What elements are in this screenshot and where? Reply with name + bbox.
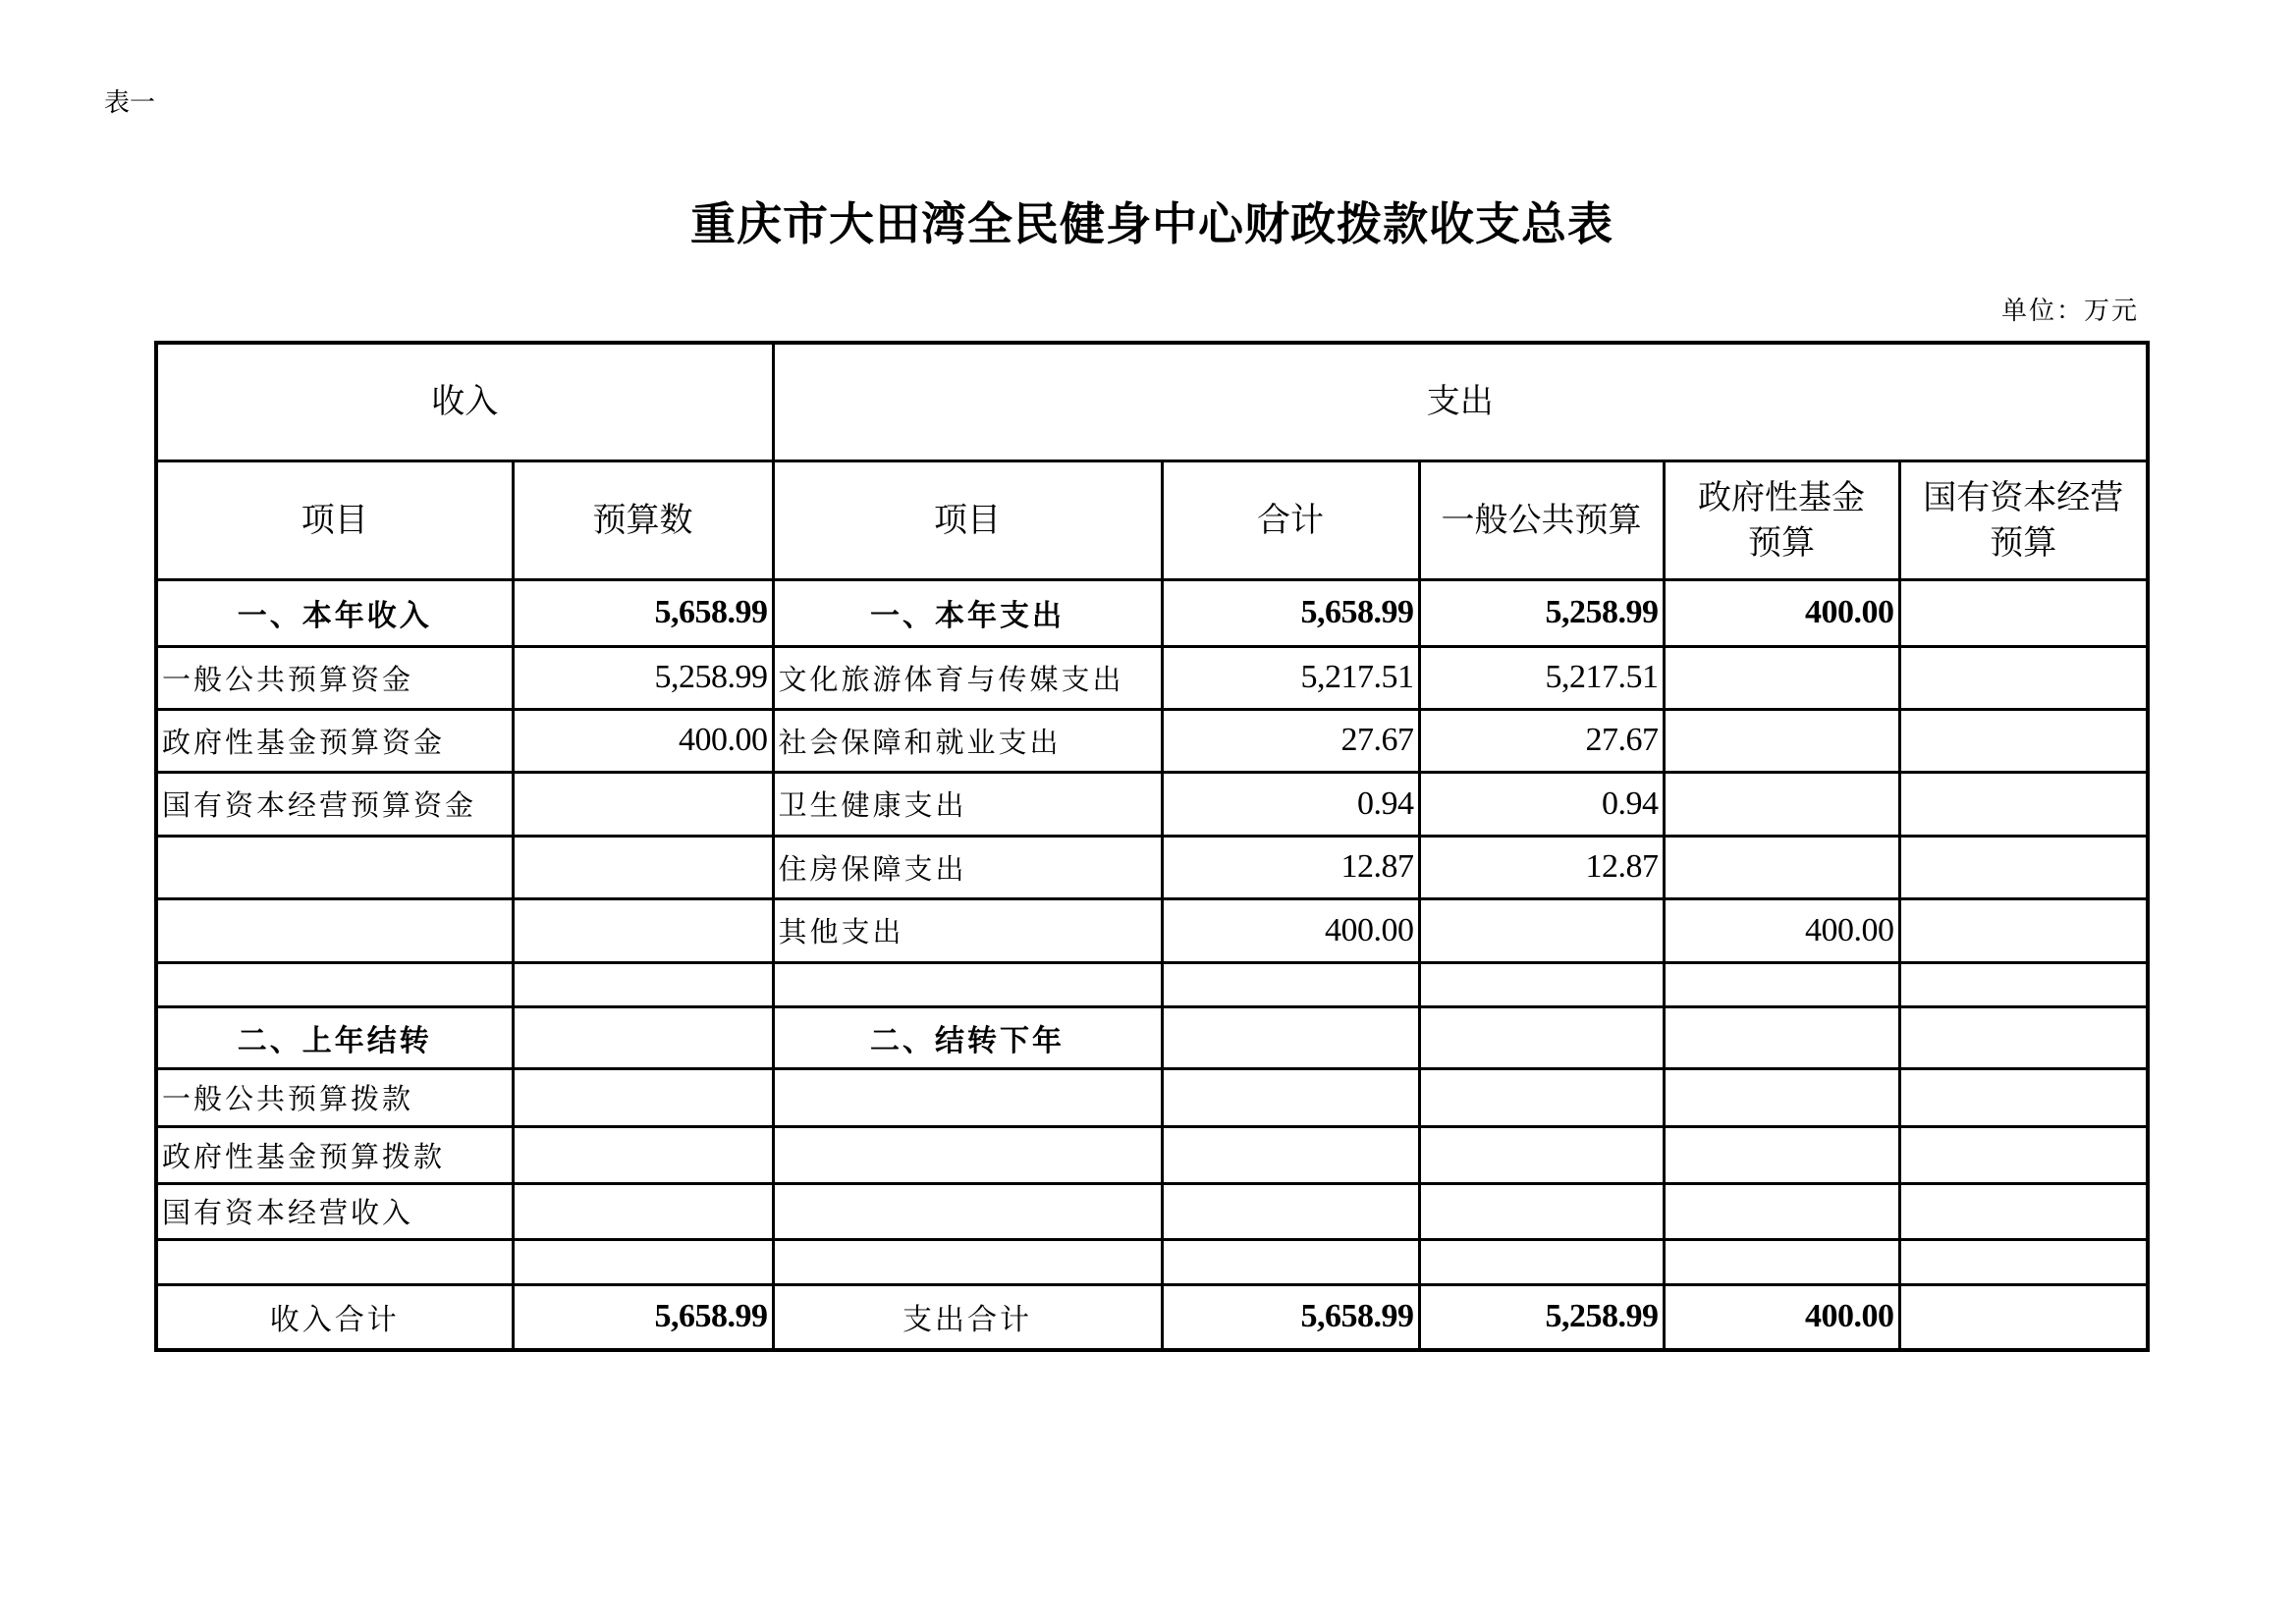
state-capital-header-line2: 预算: [1990, 522, 2057, 563]
gov-fund-header-line2: 预算: [1748, 522, 1815, 563]
income-budget-cell: 400.00: [513, 709, 773, 772]
state-capital-cell: [1899, 1126, 2148, 1183]
state-capital-cell: [1899, 898, 2148, 962]
expense-item-cell: 一、本年支出: [773, 579, 1162, 646]
expense-item-cell: 文化旅游体育与传媒支出: [773, 646, 1162, 709]
page-title: 重庆市大田湾全民健身中心财政拨款收支总表: [690, 199, 1613, 249]
expense-item-cell: 其他支出: [773, 898, 1162, 962]
expense-item-cell: 住房保障支出: [773, 836, 1162, 898]
income-item-cell: [156, 836, 513, 898]
gov-fund-cell: [1664, 772, 1899, 836]
gov-fund-cell: [1664, 709, 1899, 772]
general-budget-cell: [1419, 1006, 1664, 1068]
table-number-label: 表一: [104, 88, 156, 118]
col-header-state-capital-budget: [1899, 460, 2148, 579]
gov-fund-cell: 400.00: [1664, 579, 1899, 646]
expense-total-cell: 27.67: [1162, 709, 1419, 772]
col-header-expense-total: 合计: [1162, 460, 1419, 579]
state-capital-cell: [1899, 579, 2148, 646]
general-budget-cell: 5,258.99: [1419, 579, 1664, 646]
income-item-cell: 政府性基金预算资金: [156, 709, 513, 772]
gov-fund-cell: [1664, 962, 1899, 1006]
gov-fund-cell: [1664, 1239, 1899, 1284]
expense-total-cell: 0.94: [1162, 772, 1419, 836]
state-capital-cell: [1899, 646, 2148, 709]
gov-fund-cell: [1664, 646, 1899, 709]
state-capital-cell: [1899, 1006, 2148, 1068]
expense-total-cell: 5,658.99: [1162, 579, 1419, 646]
income-item-cell: 国有资本经营预算资金: [156, 772, 513, 836]
expense-item-cell: [773, 1239, 1162, 1284]
expense-total-cell: 12.87: [1162, 836, 1419, 898]
income-item-cell: 一、本年收入: [156, 579, 513, 646]
income-budget-cell: [513, 962, 773, 1006]
state-capital-cell: [1899, 1239, 2148, 1284]
income-budget-cell: [513, 836, 773, 898]
expense-item-cell: 卫生健康支出: [773, 772, 1162, 836]
general-budget-total: 5,258.99: [1419, 1284, 1664, 1350]
expense-total-label: 支出合计: [773, 1284, 1162, 1350]
income-item-cell: 政府性基金预算拨款: [156, 1126, 513, 1183]
expense-item-cell: 二、结转下年: [773, 1006, 1162, 1068]
expense-total-value: 5,658.99: [1162, 1284, 1419, 1350]
income-total-value: 5,658.99: [513, 1284, 773, 1350]
income-item-cell: 二、上年结转: [156, 1006, 513, 1068]
general-budget-cell: [1419, 898, 1664, 962]
general-budget-cell: 12.87: [1419, 836, 1664, 898]
expense-item-cell: [773, 1126, 1162, 1183]
budget-summary-table: [154, 341, 2150, 1352]
col-header-gov-fund-budget: [1664, 460, 1899, 579]
expense-item-cell: [773, 962, 1162, 1006]
table-row: [156, 646, 2148, 709]
general-budget-cell: [1419, 1239, 1664, 1284]
income-item-cell: 国有资本经营收入: [156, 1183, 513, 1239]
table-row: [156, 1068, 2148, 1126]
col-header-income-item: 项目: [156, 460, 513, 579]
table-row: [156, 1126, 2148, 1183]
income-item-cell: [156, 962, 513, 1006]
expense-total-cell: 400.00: [1162, 898, 1419, 962]
expense-total-cell: [1162, 1183, 1419, 1239]
table-row-empty: [156, 1239, 2148, 1284]
table-row: [156, 772, 2148, 836]
expense-item-cell: [773, 1068, 1162, 1126]
state-capital-cell: [1899, 1183, 2148, 1239]
income-group-header: 收入: [156, 343, 773, 460]
table-row-totals: [156, 1284, 2148, 1350]
state-capital-cell: [1899, 772, 2148, 836]
general-budget-cell: 5,217.51: [1419, 646, 1664, 709]
expense-total-cell: [1162, 1068, 1419, 1126]
state-capital-header-line1: 国有资本经营: [1923, 477, 2124, 517]
column-header-row: [156, 460, 2148, 579]
state-capital-cell: [1899, 962, 2148, 1006]
expense-total-cell: [1162, 1239, 1419, 1284]
income-budget-cell: 5,258.99: [513, 646, 773, 709]
income-item-cell: 一般公共预算资金: [156, 646, 513, 709]
general-budget-cell: 0.94: [1419, 772, 1664, 836]
general-budget-cell: [1419, 962, 1664, 1006]
state-capital-cell: [1899, 1068, 2148, 1126]
table-row-current-year: [156, 579, 2148, 646]
table-row: [156, 709, 2148, 772]
gov-fund-header-line1: 政府性基金: [1698, 477, 1865, 517]
general-budget-cell: [1419, 1068, 1664, 1126]
income-total-label: 收入合计: [156, 1284, 513, 1350]
expense-total-cell: [1162, 1126, 1419, 1183]
col-header-income-budget: 预算数: [513, 460, 773, 579]
income-budget-cell: [513, 1239, 773, 1284]
table-row: [156, 1183, 2148, 1239]
table-row: [156, 836, 2148, 898]
income-item-cell: [156, 898, 513, 962]
gov-fund-cell: [1664, 1126, 1899, 1183]
expense-item-cell: [773, 1183, 1162, 1239]
income-budget-cell: [513, 1183, 773, 1239]
unit-label: 单位：万元: [2000, 297, 2139, 326]
expense-total-cell: 5,217.51: [1162, 646, 1419, 709]
gov-fund-cell: [1664, 1006, 1899, 1068]
income-budget-cell: [513, 1006, 773, 1068]
col-header-general-public-budget: 一般公共预算: [1419, 460, 1664, 579]
expense-group-header: 支出: [773, 343, 2148, 460]
gov-fund-total: 400.00: [1664, 1284, 1899, 1350]
gov-fund-cell: [1664, 836, 1899, 898]
group-header-row: [156, 343, 2148, 460]
expense-total-cell: [1162, 1006, 1419, 1068]
general-budget-cell: [1419, 1183, 1664, 1239]
income-item-cell: 一般公共预算拨款: [156, 1068, 513, 1126]
income-item-cell: [156, 1239, 513, 1284]
gov-fund-cell: [1664, 1183, 1899, 1239]
table-row-empty: [156, 962, 2148, 1006]
state-capital-cell: [1899, 709, 2148, 772]
table-row: [156, 898, 2148, 962]
gov-fund-cell: [1664, 1068, 1899, 1126]
col-header-expense-item: 项目: [773, 460, 1162, 579]
state-capital-total: [1899, 1284, 2148, 1350]
gov-fund-cell: 400.00: [1664, 898, 1899, 962]
state-capital-cell: [1899, 836, 2148, 898]
expense-total-cell: [1162, 962, 1419, 1006]
income-budget-cell: [513, 772, 773, 836]
income-budget-cell: [513, 898, 773, 962]
general-budget-cell: 27.67: [1419, 709, 1664, 772]
general-budget-cell: [1419, 1126, 1664, 1183]
income-budget-cell: [513, 1068, 773, 1126]
income-budget-cell: 5,658.99: [513, 579, 773, 646]
table-row-carryover: [156, 1006, 2148, 1068]
expense-item-cell: 社会保障和就业支出: [773, 709, 1162, 772]
income-budget-cell: [513, 1126, 773, 1183]
